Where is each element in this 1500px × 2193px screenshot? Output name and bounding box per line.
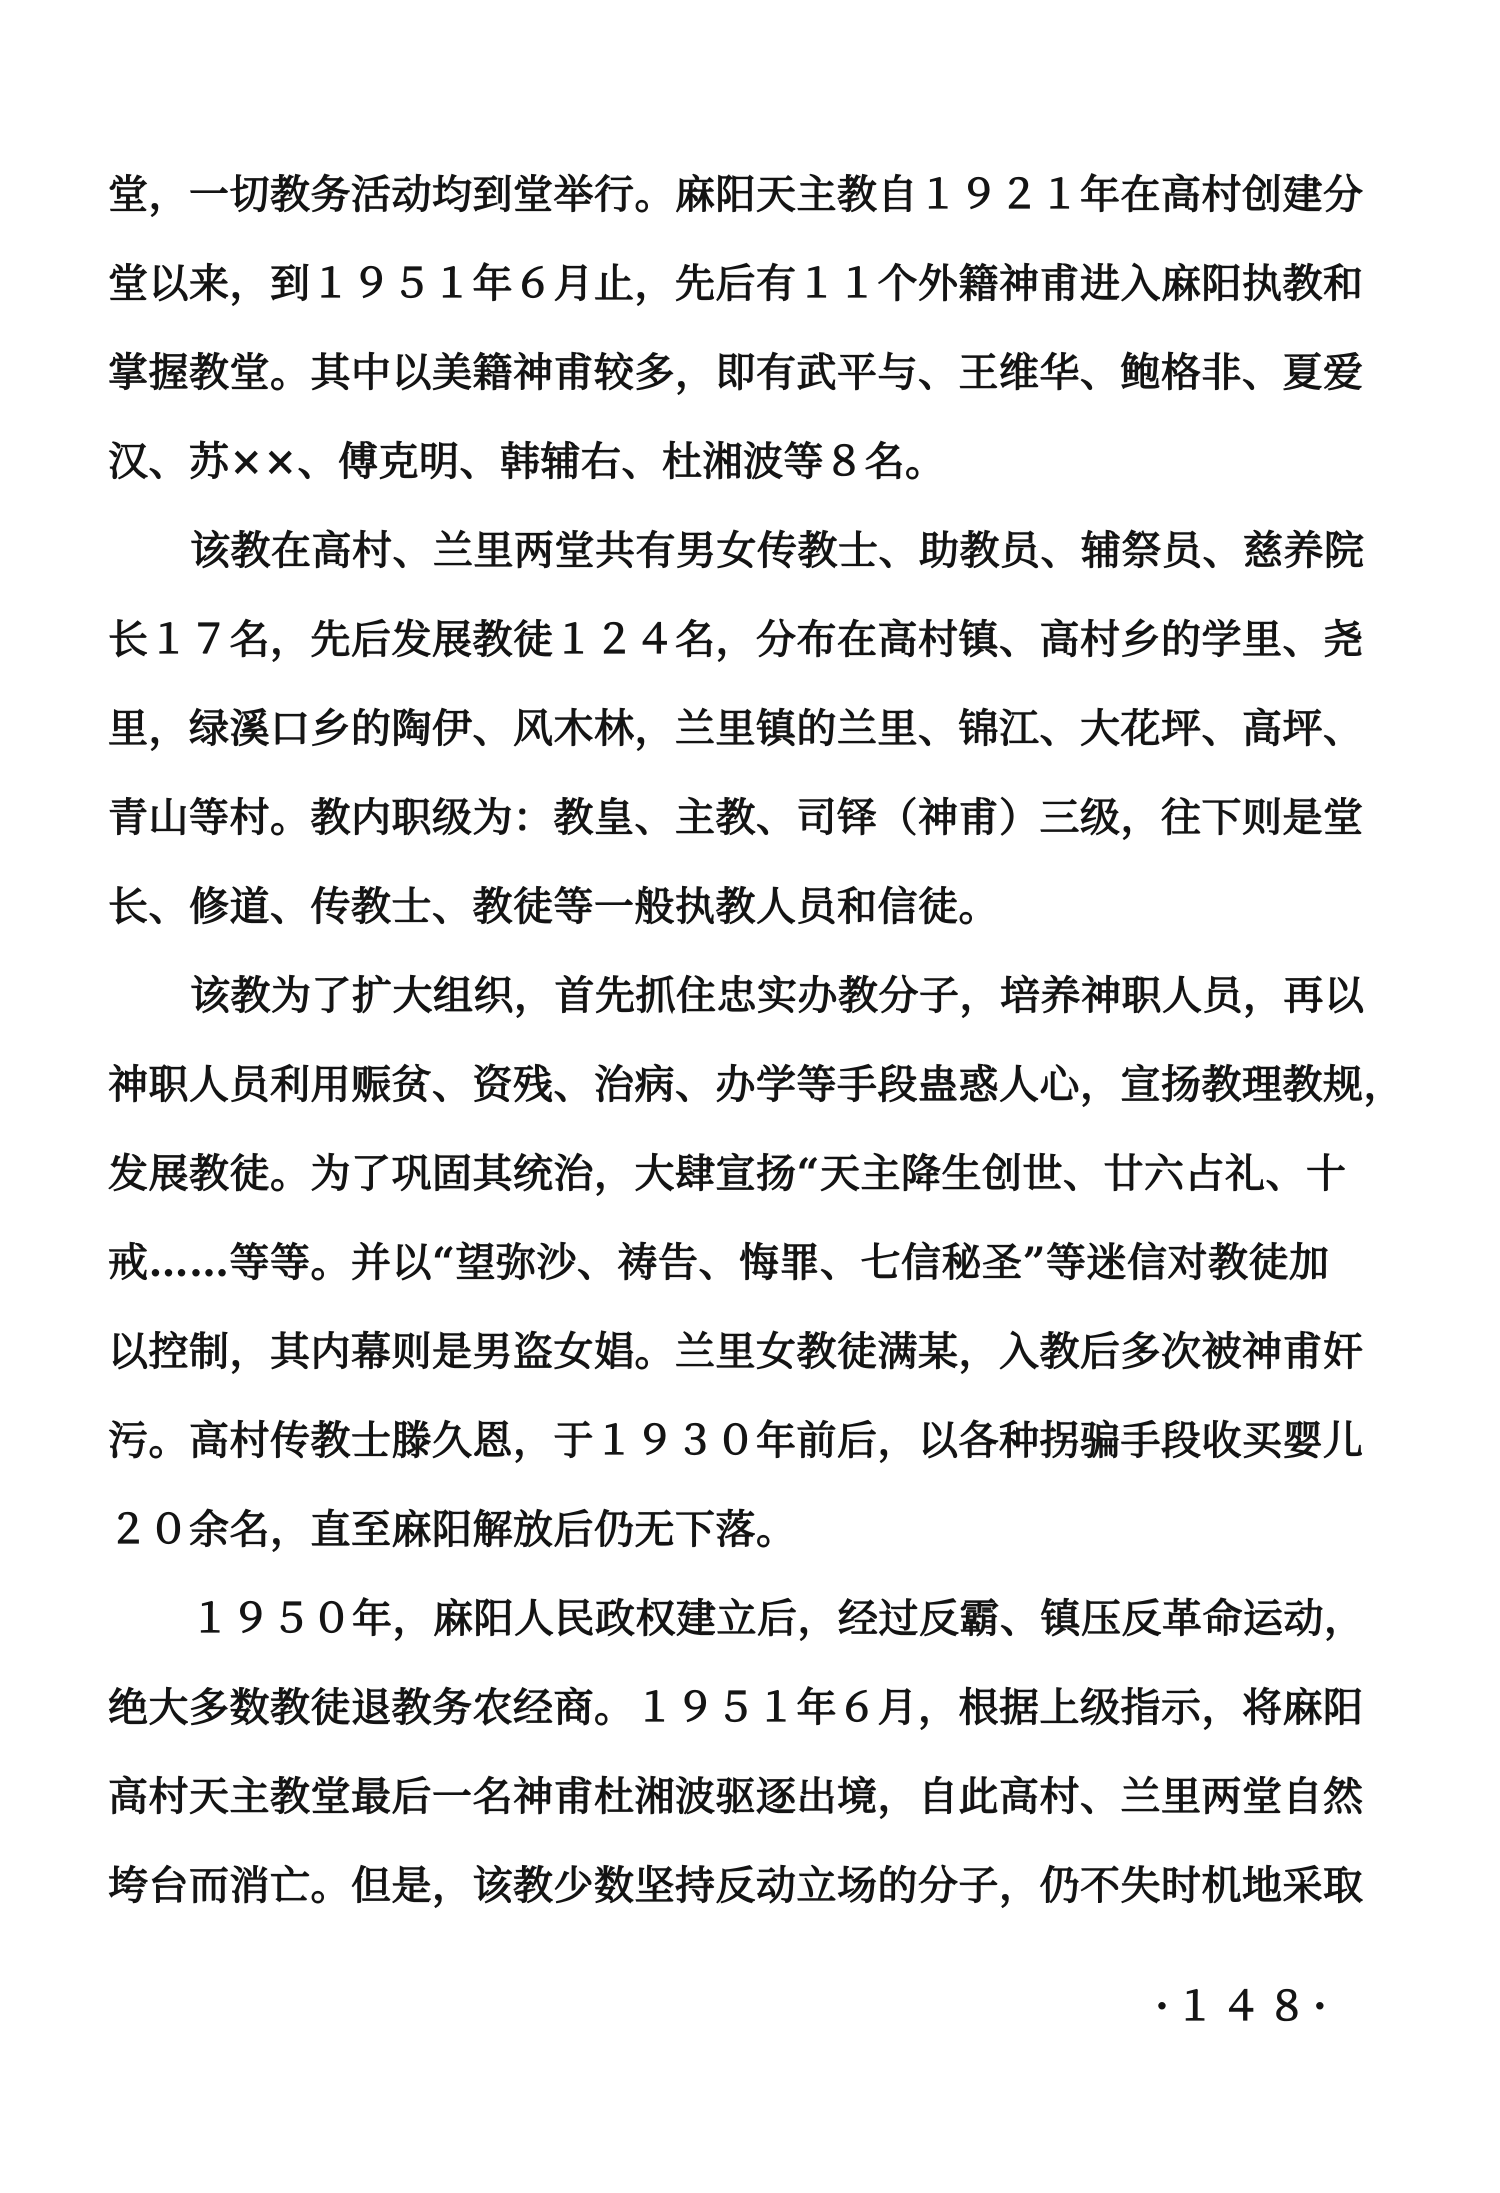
text-line: 长１７名，先后发展教徒１２４名，分布在高村镇、高村乡的学里、尧 [108,616,1364,663]
text-line: 堂，一切教务活动均到堂举行。麻阳天主教自１９２１年在高村创建分 [108,171,1364,218]
text-line: 污。高村传教士滕久恩，于１９３０年前后，以各种拐骗手段收买婴儿 [108,1417,1364,1464]
text-line: 高村天主教堂最后一名神甫杜湘波驱逐出境，自此高村、兰里两堂自然 [108,1773,1364,1820]
text-line: 绝大多数教徒退教务农经商。１９５１年６月，根据上级指示，将麻阳 [108,1684,1364,1731]
text-line: 发展教徒。为了巩固其统治，大肆宣扬“天主降生创世、廿六占礼、十 [108,1150,1347,1197]
text-line: 里，绿溪口乡的陶伊、风木林，兰里镇的兰里、锦江、大花坪、高坪、 [108,705,1364,752]
text-line: 垮台而消亡。但是，该教少数坚持反动立场的分子，仍不失时机地采取 [108,1862,1364,1909]
text-line: 掌握教堂。其中以美籍神甫较多，即有武平与、王维华、鲍格非、夏爱 [108,349,1364,396]
paragraph-start-line: 该教在高村、兰里两堂共有男女传教士、助教员、辅祭员、慈养院 [190,527,1365,574]
text-line: 汉、苏××、傅克明、韩辅右、杜湘波等８名。 [108,438,946,485]
text-line: 以控制，其内幕则是男盗女娼。兰里女教徒满某，入教后多次被神甫奸 [108,1328,1364,1375]
text-line: 长、修道、传教士、教徒等一般执教人员和信徒。 [108,883,999,930]
page-number: ·１４８· [1155,1983,1333,2030]
text-line: 戒……等等。并以“望弥沙、祷告、悔罪、七信秘圣”等迷信对教徒加 [108,1239,1330,1286]
paragraph-start-line: 该教为了扩大组织，首先抓住忠实办教分子，培养神职人员，再以 [190,972,1365,1019]
text-line: 青山等村。教内职级为：教皇、主教、司铎（神甫）三级，往下则是堂 [108,794,1364,841]
text-line: 神职人员利用赈贫、资残、治病、办学等手段蛊惑人心，宣扬教理教规， [108,1061,1404,1108]
text-line: 堂以来，到１９５１年６月止，先后有１１个外籍神甫进入麻阳执教和 [108,260,1364,307]
document-body [108,150,1404,1930]
paragraph-start-line: １９５０年，麻阳人民政权建立后，经过反霸、镇压反革命运动， [190,1595,1365,1642]
text-line: ２０余名，直至麻阳解放后仍无下落。 [108,1506,797,1553]
